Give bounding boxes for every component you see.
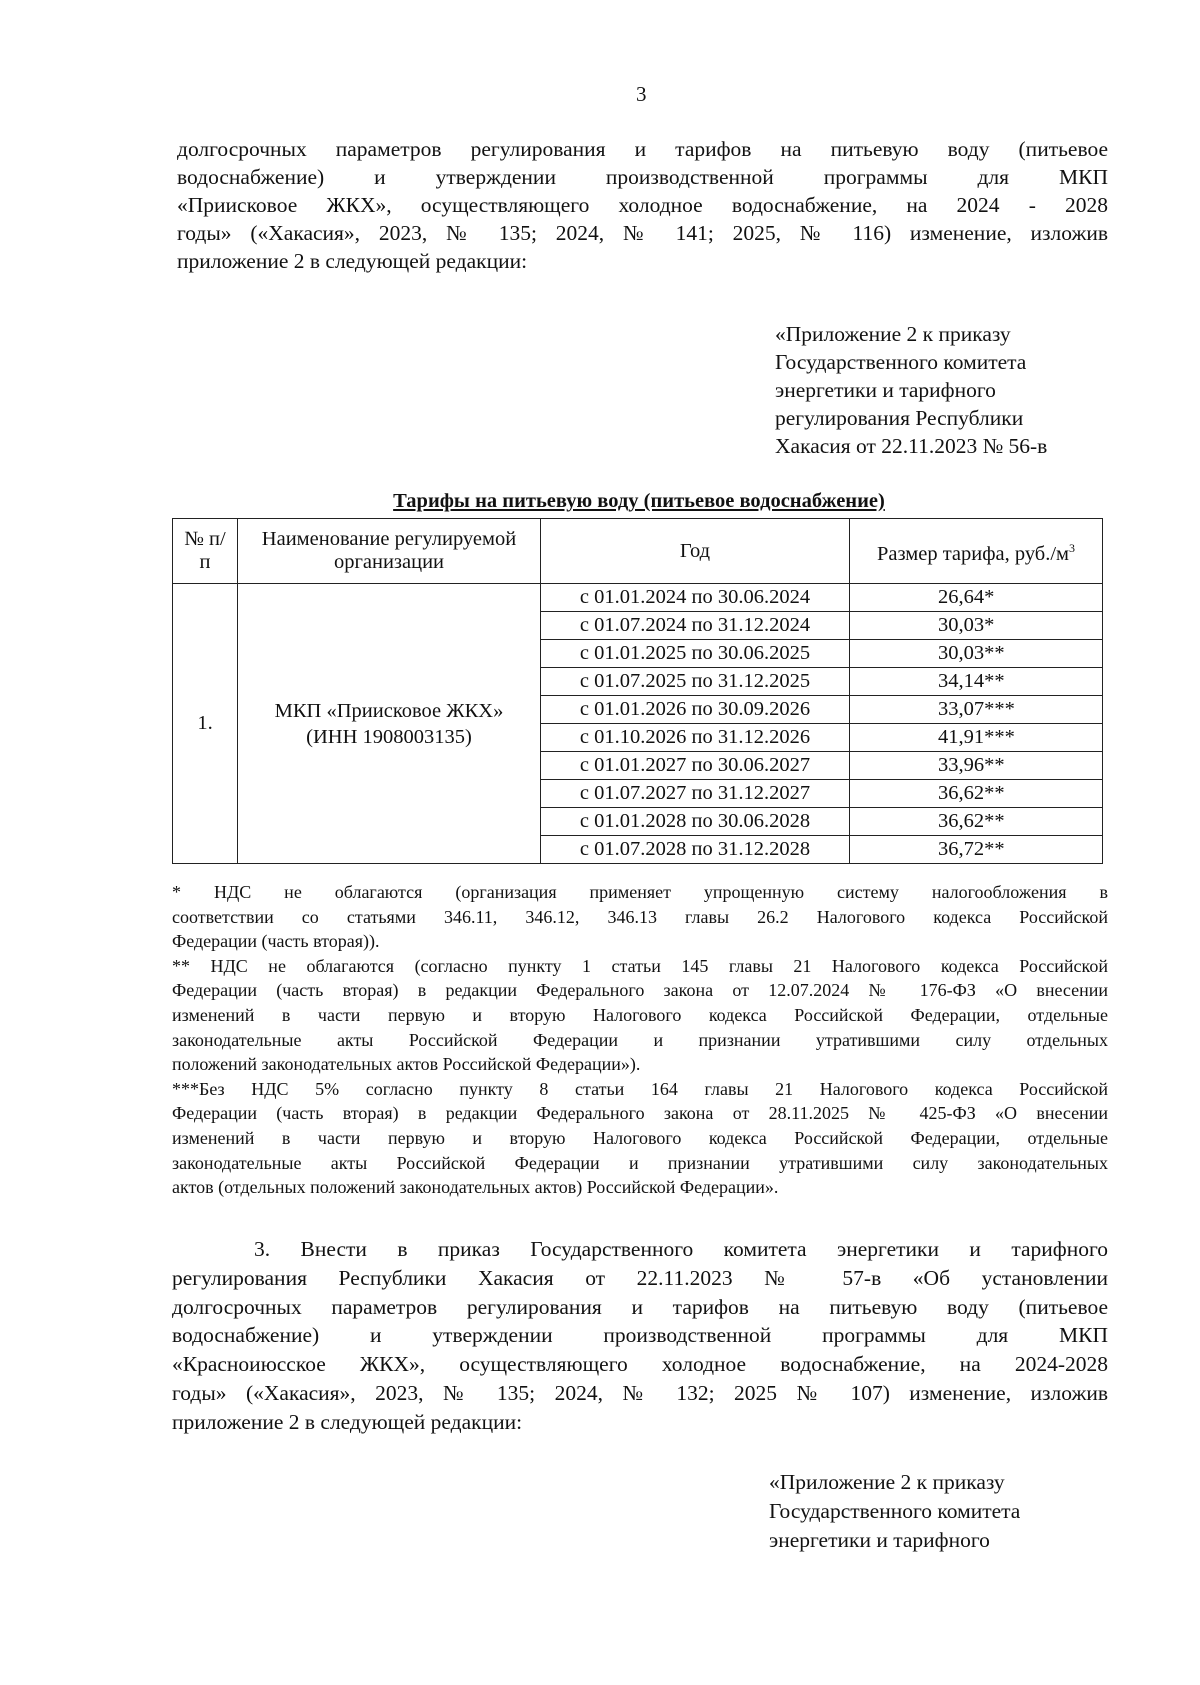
paragraph-line: водоснабжение) и утверждении производственной программы для МКП xyxy=(177,165,1108,189)
period-cell: с 01.01.2026 по 30.09.2026 xyxy=(541,696,850,724)
header-period: Год xyxy=(541,519,850,584)
footnote-line: Федерации (часть вторая) в редакции Федерального закона от 28.11.2025 № 425-ФЗ «О внесении xyxy=(172,1103,1108,1124)
table-header-row xyxy=(173,519,1103,584)
tariff-cell: 30,03** xyxy=(850,640,1103,668)
tariff-cell: 34,14** xyxy=(850,668,1103,696)
paragraph-line: регулирования Республики Хакасия от 22.11.2023 № 57-в «Об установлении xyxy=(172,1265,1108,1290)
header-tariff xyxy=(850,519,1103,584)
table-row xyxy=(173,584,1103,612)
table-title: Тарифы на питьевую воду (питьевое водоснабжение) xyxy=(393,490,885,512)
tariff-table xyxy=(172,518,1103,864)
footnote-line: актов (отдельных положений законодательных актов) Российской Федерации». xyxy=(172,1177,779,1198)
appendix-caption-line: Государственного комитета xyxy=(775,350,1027,374)
organization-inn: (ИНН 1908003135) xyxy=(306,725,472,748)
header-tariff-sup: 3 xyxy=(1069,540,1076,555)
tariff-cell: 26,64* xyxy=(850,584,1103,612)
tariff-cell: 36,62** xyxy=(850,808,1103,836)
paragraph-line: годы» («Хакасия», 2023, № 135; 2024, № 141; 2025, № 116) изменение, изложив xyxy=(177,221,1108,245)
footnote-line: ** НДС не облагаются (согласно пункту 1 статьи 145 главы 21 Налогового кодекса Российской xyxy=(172,955,1108,976)
period-cell: с 01.07.2024 по 31.12.2024 xyxy=(541,612,850,640)
period-cell: с 01.07.2027 по 31.12.2027 xyxy=(541,780,850,808)
footnote-line: законодательные акты Российской Федерации и признании утратившими силу отдельных xyxy=(172,1029,1108,1050)
tariff-cell: 33,07*** xyxy=(850,696,1103,724)
paragraph-line: водоснабжение) и утверждении производственной программы для МКП xyxy=(172,1323,1108,1348)
footnote-line: ***Без НДС 5% согласно пункту 8 статьи 164 главы 21 Налогового кодекса Российской xyxy=(172,1078,1108,1099)
footnote-line: изменений в части первую и вторую Налогового кодекса Российской Федерации, отдельные xyxy=(172,1128,1108,1148)
appendix-caption-line: Хакасия от 22.11.2023 № 56-в xyxy=(775,434,1048,458)
period-cell: с 01.01.2025 по 30.06.2025 xyxy=(541,640,850,668)
period-cell: с 01.01.2024 по 30.06.2024 xyxy=(541,584,850,612)
tariff-cell: 36,62** xyxy=(850,780,1103,808)
footnote-line: Федерации (часть вторая) в редакции Федерального закона от 12.07.2024 № 176-ФЗ «О внесении xyxy=(172,980,1108,1001)
appendix-caption-line: регулирования Республики xyxy=(775,406,1024,430)
period-cell: с 01.07.2028 по 31.12.2028 xyxy=(541,836,850,864)
paragraph-line: приложение 2 в следующей редакции: xyxy=(172,1409,523,1434)
paragraph-line: «Приисковое ЖКХ», осуществляющего холодное водоснабжение, на 2024 - 2028 xyxy=(177,193,1108,217)
header-org: Наименование регулируемой организации xyxy=(238,519,541,584)
footnote-line: законодательные акты Российской Федерации и признании утратившими силу законодательных xyxy=(172,1152,1108,1173)
period-cell: с 01.10.2026 по 31.12.2026 xyxy=(541,724,850,752)
header-num: № п/п xyxy=(173,519,238,584)
footnote-line: Федерации (часть вторая)). xyxy=(172,931,380,952)
paragraph-line: «Красноиюсское ЖКХ», осуществляющего холодное водоснабжение, на 2024-2028 xyxy=(172,1352,1108,1377)
appendix-caption-line: Государственного комитета xyxy=(769,1499,1021,1523)
tariff-cell: 33,96** xyxy=(850,752,1103,780)
tariff-cell: 36,72** xyxy=(850,836,1103,864)
period-cell: с 01.07.2025 по 31.12.2025 xyxy=(541,668,850,696)
paragraph-line: долгосрочных параметров регулирования и тарифов на питьевую воду (питьевое xyxy=(172,1294,1108,1319)
appendix-caption-line: энергетики и тарифного xyxy=(769,1528,990,1552)
paragraph-line: годы» («Хакасия», 2023, № 135; 2024, № 132; 2025 № 107) изменение, изложив xyxy=(172,1381,1108,1405)
paragraph-line: долгосрочных параметров регулирования и тарифов на питьевую воду (питьевое xyxy=(177,137,1108,161)
tariff-cell: 30,03* xyxy=(850,612,1103,640)
paragraph-line: приложение 2 в следующей редакции: xyxy=(177,249,528,273)
footnote-line: положений законодательных актов Российской Федерации»). xyxy=(172,1054,641,1075)
organization-cell xyxy=(238,584,541,864)
appendix-caption-line: энергетики и тарифного xyxy=(775,378,996,402)
appendix-caption-line: «Приложение 2 к приказу xyxy=(769,1470,1005,1494)
period-cell: с 01.01.2028 по 30.06.2028 xyxy=(541,808,850,836)
header-tariff-label: Размер тарифа, руб./м xyxy=(876,542,1070,565)
organization-name: МКП «Приисковое ЖКХ» xyxy=(274,699,504,722)
footnote-line: * НДС не облагаются (организация применяет упрощенную систему налогообложения в xyxy=(172,882,1108,902)
appendix-caption-line: «Приложение 2 к приказу xyxy=(775,322,1011,346)
row-number: 1. xyxy=(173,584,238,864)
period-cell: с 01.01.2027 по 30.06.2027 xyxy=(541,752,850,780)
footnote-line: соответствии со статьями 346.11, 346.12, 346.13 главы 26.2 Налогового кодекса Российской xyxy=(172,906,1108,927)
paragraph-line: 3. Внести в приказ Государственного комитета энергетики и тарифного xyxy=(254,1237,1108,1261)
page-number: 3 xyxy=(636,82,647,106)
footnote-line: изменений в части первую и вторую Налогового кодекса Российской Федерации, отдельные xyxy=(172,1005,1108,1025)
tariff-cell: 41,91*** xyxy=(850,724,1103,752)
